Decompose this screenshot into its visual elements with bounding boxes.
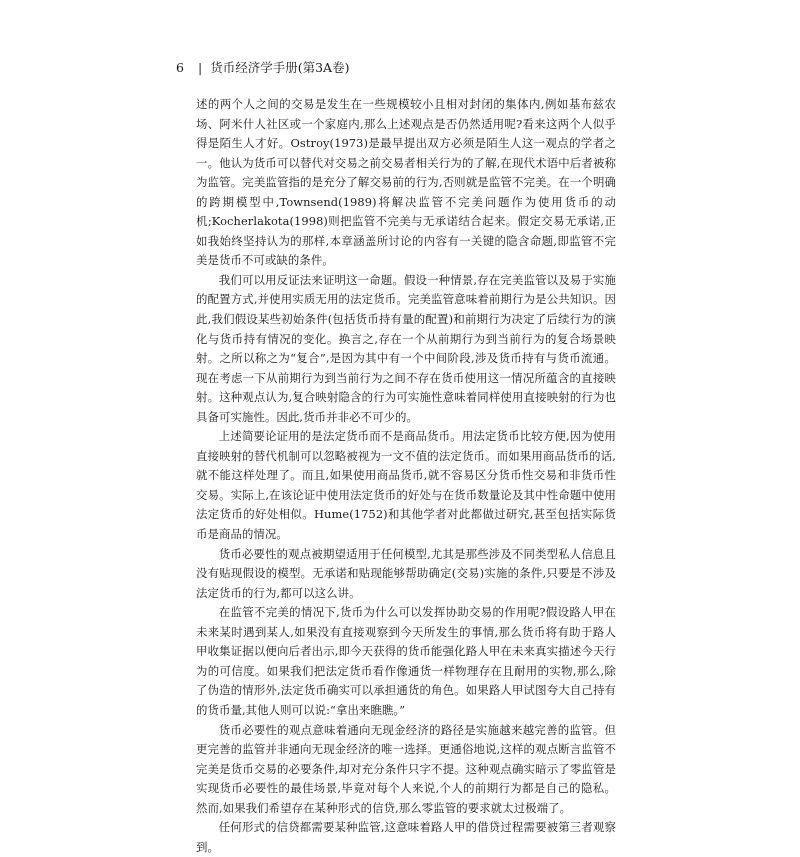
header-separator: | [198, 60, 203, 75]
running-header [176, 60, 349, 76]
paragraph-credit-monitoring: 任何形式的信贷都需要某种监管,这意味着路人甲的借贷过程需要被第三者观察到。 [196, 820, 616, 854]
body-text [196, 95, 616, 857]
book-title: 货币经济学手册(第3A卷) [210, 60, 350, 75]
paragraph-imperfect-monitoring: 在监管不完美的情况下,货币为什么可以发挥协助交易的作用呢?假设路人甲在未来某时遇到某人,如果没有直接观察到今天所发生的事情,那么货币将有助于路人甲收集证据以便向后者出示,即今天获得的货币能强化路人甲在未来真实描述今天行为的可信度。如果我们把法定货币看作像通货一样物理存在且耐用的实物,那么,除了伪造的情形外,法定货币确实可以承担通货的角色。如果路人甲试图夸大自己持有的货币量,其他人则可以说:“拿出来瞧瞧。” [196, 605, 616, 717]
paragraph-essentiality-models: 货币必要性的观点被期望适用于任何模型,尤其是那些涉及不同类型私人信息且没有贴现假设的模型。无承诺和贴现能够帮助确定(交易)实施的条件,只要是不涉及法定货币的行为,都可以这么讲。 [196, 546, 616, 600]
paragraph-proof-by-contradiction: 我们可以用反证法来证明这一命题。假设一种情景,存在完美监管以及易于实施的配置方式,并使用实质无用的法定货币。完美监管意味着前期行为是公共知识。因此,我们假设某些初始条件(包括货币持有量的配置)和前期行为决定了后续行为的演化与货币持有情况的变化。换言之,存在一个从前期行为到当前行为的复合场景映射。之所以称之为“复合”,是因为其中有一个中间阶段,涉及货币持有与货币流通。现在考虑一下从前期行为到当前行为之间不存在货币使用这一情况所蕴含的直接映射。这种观点认为,复合映射隐含的行为可实施性意味着同样使用直接映射的行为也具备可实施性。因此,货币并非必不可少的。 [196, 272, 616, 424]
page-number: 6 [176, 60, 184, 75]
paragraph-fiat-vs-commodity: 上述简要论证用的是法定货币而不是商品货币。用法定货币比较方便,因为使用直接映射的替代机制可以忽略被视为一文不值的法定货币。而如果用商品货币的话,就不能这样处理了。而且,如果使用商品货币,就不容易区分货币性交易和非货币性交易。实际上,在该论证中使用法定货币的好处与在货币数量论及其中性命题中使用法定货币的好处相似。Hume(1752)和其他学者对此都做过研究,甚至包括实际货币是商品的情况。 [196, 429, 616, 542]
paragraph-cashless-economy: 货币必要性的观点意味着通向无现金经济的路径是实施越来越完善的监管。但更完善的监管并非通向无现金经济的唯一选择。更通俗地说,这样的观点断言监管不完美是货币交易的必要条件,却对充分条件只字不提。这种观点确实暗示了零监管是实现货币必要性的最佳场景,毕竟对每个人来说,个人的前期行为都是自己的隐私。然而,如果我们希望存在某种形式的信贷,那么零监管的要求就太过极端了。 [196, 722, 616, 815]
paragraph-continued: 述的两个人之间的交易是发生在一些规模较小且相对封闭的集体内,例如基布兹农场、阿米什人社区或一个家庭内,那么上述观点是否仍然适用呢?看来这两个人似乎得是陌生人才好。Ostroy(1973)是最早提出双方必须是陌生人这一观点的学者之一。他认为货币可以替代对交易之前交易者相关行为的了解,在现代术语中后者被称为监管。完美监管指的是充分了解交易前的行为,否则就是监管不完美。在一个明确的跨期模型中,Townsend(1989)将解决监管不完美问题作为使用货币的动机;Kocherlakota(1998)则把监管不完美与无承诺结合起来。假定交易无承诺,正如我始终坚持认为的那样,本章涵盖所讨论的内容有一关键的隐含命题,即监管不完美是货币不可或缺的条件。 [196, 97, 616, 268]
